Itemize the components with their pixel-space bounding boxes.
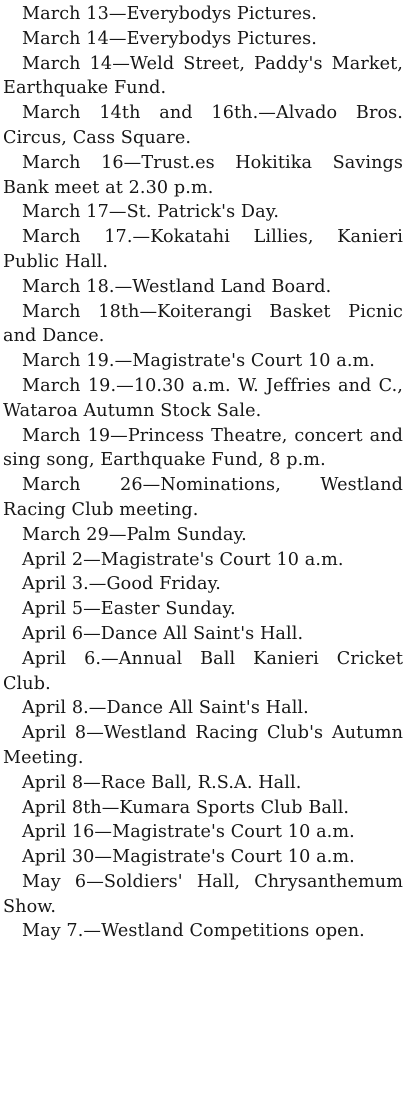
event-entry: March 17.—Kokatahi Lillies, Kanieri Public Hall. [3,227,403,272]
event-entry: May 7.—Westland Competitions open. [22,921,365,942]
event-entry: April 30—Magistrate's Court 10 a.m. [22,847,355,868]
event-entry: March 13—Everybodys Pictures. [22,4,317,24]
event-entry: April 8.—Dance All Saint's Hall. [22,698,309,719]
event-entry: March 18th—Koiterangi Basket Picnic and Dance. [3,301,403,347]
event-entry: March 14th and 16th.—Alvado Bros. Circus, Cass Square. [3,103,403,148]
event-entry: March 29—Palm Sunday. [22,524,247,545]
event-entry: April 5—Easter Sunday. [22,599,236,620]
event-entry: April 16—Magistrate's Court 10 a.m. [22,822,355,843]
event-entry: March 17—St. Patrick's Day. [22,202,280,223]
event-entry: March 18.—Westland Land Board. [22,276,332,297]
event-entry: April 8—Westland Racing Club's Autumn Meeting. [3,723,403,768]
event-entry: April 8—Race Ball, R.S.A. Hall. [22,772,302,793]
event-entry: May 6—Soldiers' Hall, Chrysanthemum Show. [3,871,403,917]
event-entry: March 16—Trust.es Hokitika Savings Bank meet at 2.30 p.m. [3,152,403,198]
event-entry: March 19—Princess Theatre, concert and sing song, Earthquake Fund, 8 p.m. [3,425,403,471]
event-entry: April 6—Dance All Saint's Hall. [22,623,304,644]
event-entry: April 8th—Kumara Sports Club Ball. [22,797,350,818]
event-entry: April 3.—Good Friday. [22,574,221,595]
event-entry: March 26—Nominations, Westland Racing Club meeting. [3,475,403,520]
event-entry: March 19.—10.30 a.m. W. Jeffries and C., Wataroa Autumn Stock Sale. [3,375,403,421]
event-entry: March 19.—Magistrate's Court 10 a.m. [22,351,375,372]
event-entry: April 2—Magistrate's Court 10 a.m. [22,549,344,570]
event-entry: March 14—Everybodys Pictures. [22,28,317,49]
event-entry: April 6.—Annual Ball Kanieri Cricket Club. [3,648,403,694]
event-entry: March 14—Weld Street, Paddy's Market, Earthquake Fund. [3,53,403,99]
